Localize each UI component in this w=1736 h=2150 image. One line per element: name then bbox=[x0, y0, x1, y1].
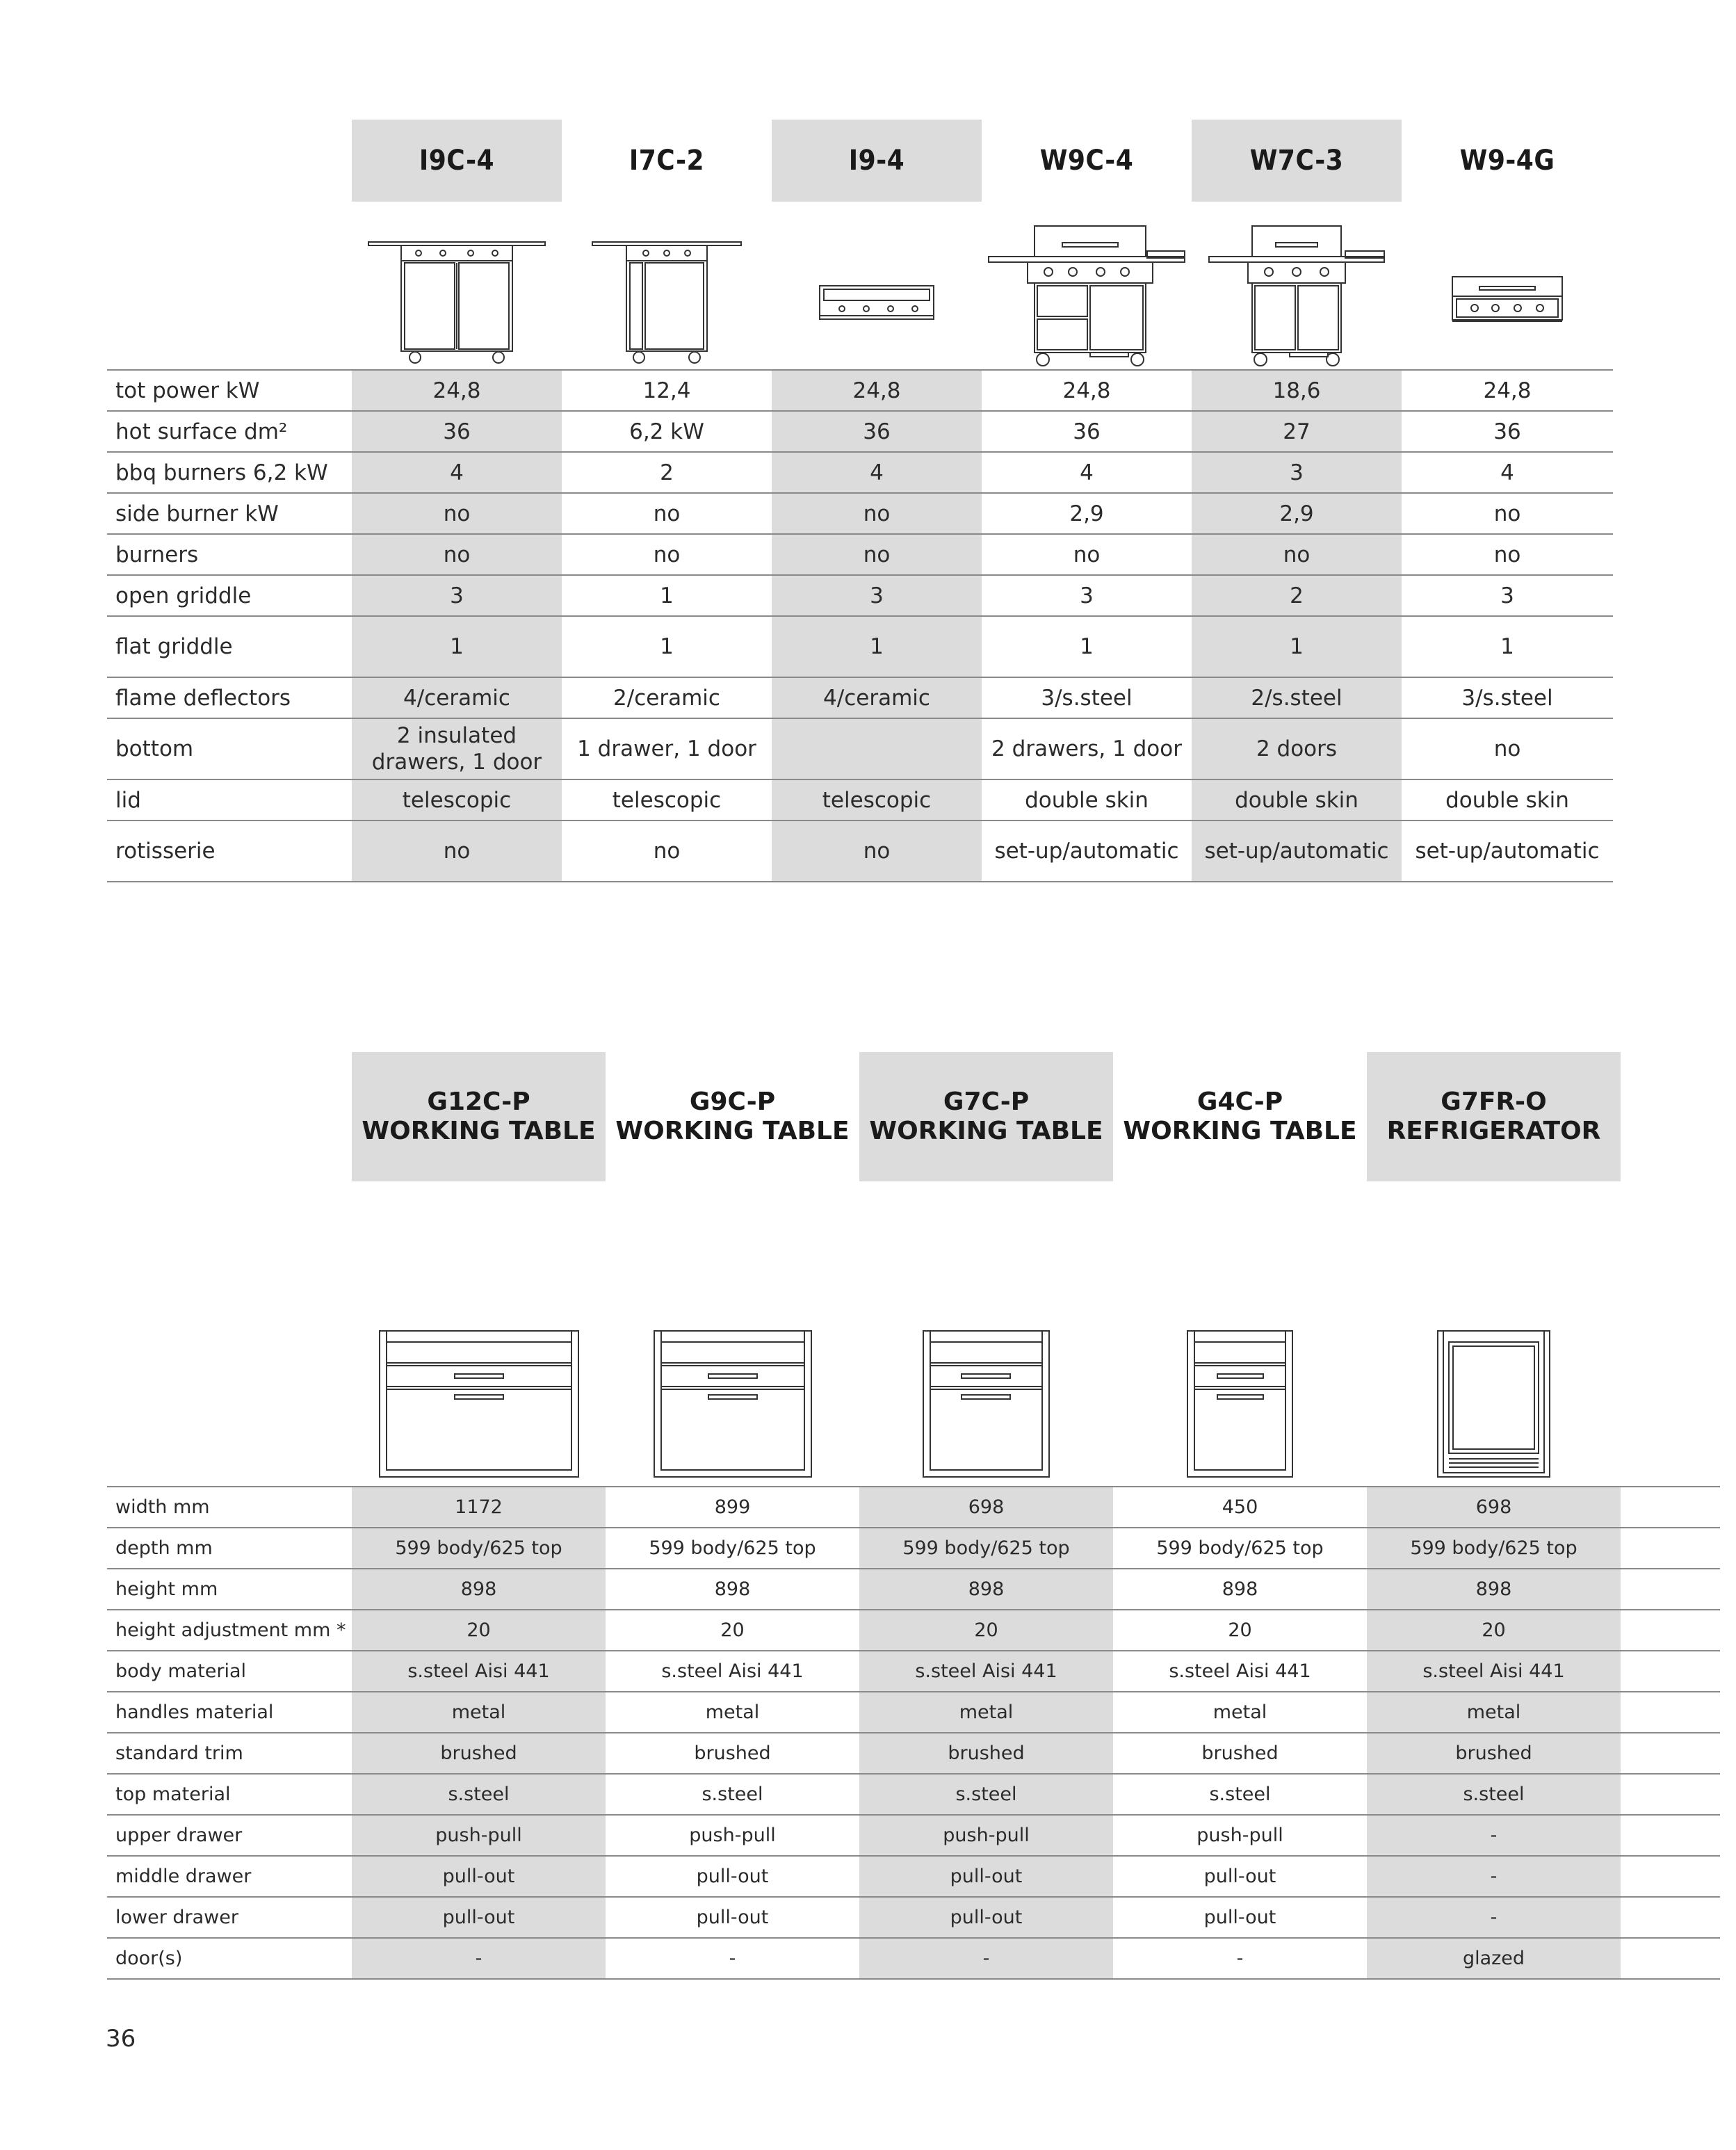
spec-value: no bbox=[352, 821, 562, 882]
spec-label: burners bbox=[107, 534, 352, 575]
spec-row bbox=[107, 1487, 1720, 1528]
spec-value: 36 bbox=[772, 411, 982, 452]
spec-row bbox=[107, 411, 1613, 452]
spec-value: 4 bbox=[982, 452, 1192, 493]
model-type: WORKING TABLE bbox=[362, 1117, 596, 1145]
spec-value: 4 bbox=[772, 452, 982, 493]
spec-value: 27 bbox=[1192, 411, 1402, 452]
spec-value: - bbox=[1367, 1897, 1621, 1938]
spec-row bbox=[107, 1692, 1720, 1733]
working-table-450-icon bbox=[1186, 1329, 1294, 1479]
spec-value: 4/ceramic bbox=[772, 677, 982, 718]
model-header bbox=[606, 1052, 859, 1181]
model-header bbox=[859, 1052, 1113, 1181]
spec-value: 1172 bbox=[352, 1487, 606, 1528]
spec-value: 2 doors bbox=[1192, 718, 1402, 779]
spec-value: 1 bbox=[1192, 616, 1402, 677]
spec-value: 4 bbox=[1402, 452, 1613, 493]
spec-row bbox=[107, 718, 1613, 779]
spec-row bbox=[107, 452, 1613, 493]
spec-value: s.steel bbox=[606, 1774, 859, 1815]
spec-value: no bbox=[772, 534, 982, 575]
spec-value: brushed bbox=[352, 1733, 606, 1774]
grill-spec-table bbox=[107, 120, 1613, 882]
spec-value: 20 bbox=[1113, 1610, 1367, 1651]
spec-value: - bbox=[1367, 1856, 1621, 1897]
spec-value: 18,6 bbox=[1192, 370, 1402, 411]
model-header: I9C-4 bbox=[352, 120, 562, 202]
spec-value: 1 drawer, 1 door bbox=[562, 718, 772, 779]
spec-row bbox=[107, 575, 1613, 616]
spec-value: s.steel bbox=[859, 1774, 1113, 1815]
spec-value: pull-out bbox=[859, 1856, 1113, 1897]
model-header: I7C-2 bbox=[628, 145, 705, 177]
spec-value: pull-out bbox=[606, 1856, 859, 1897]
spec-value: - bbox=[606, 1938, 859, 1979]
model-header bbox=[352, 1052, 606, 1181]
spec-value: 3 bbox=[1402, 575, 1613, 616]
spec-value: 599 body/625 top bbox=[352, 1528, 606, 1569]
spec-value: metal bbox=[352, 1692, 606, 1733]
built-in-grill-4-burner-icon bbox=[814, 227, 939, 366]
spec-value: 2,9 bbox=[1192, 493, 1402, 534]
spec-value: no bbox=[1402, 493, 1613, 534]
spec-label: open griddle bbox=[107, 575, 352, 616]
spec-label: lid bbox=[107, 779, 352, 821]
spec-value: brushed bbox=[859, 1733, 1113, 1774]
spec-value: s.steel Aisi 441 bbox=[859, 1651, 1113, 1692]
working-table-899-icon bbox=[653, 1329, 813, 1479]
spec-value: 2/s.steel bbox=[1192, 677, 1402, 718]
spec-value: - bbox=[859, 1938, 1113, 1979]
grill-cart-4-burner-icon bbox=[363, 227, 551, 366]
spec-value: 599 body/625 top bbox=[1113, 1528, 1367, 1569]
spec-value: glazed bbox=[1367, 1938, 1621, 1979]
spec-value: no bbox=[982, 534, 1192, 575]
spec-value: 1 bbox=[1402, 616, 1613, 677]
spec-row bbox=[107, 1733, 1720, 1774]
model-name: G9C-P bbox=[689, 1088, 776, 1116]
spec-value: 3 bbox=[1192, 452, 1402, 493]
spec-label: body material bbox=[107, 1651, 352, 1692]
spec-value: 3 bbox=[982, 575, 1192, 616]
spec-row bbox=[107, 370, 1613, 411]
spec-row bbox=[107, 821, 1613, 882]
spec-row bbox=[107, 616, 1613, 677]
spec-value: brushed bbox=[1367, 1733, 1621, 1774]
spec-value: 20 bbox=[352, 1610, 606, 1651]
model-header bbox=[1113, 1052, 1367, 1181]
spec-value: 3 bbox=[772, 575, 982, 616]
spec-value: 599 body/625 top bbox=[1367, 1528, 1621, 1569]
spec-value: no bbox=[772, 821, 982, 882]
model-name: G12C-P bbox=[427, 1088, 530, 1116]
working-table-spec-table bbox=[107, 1052, 1720, 1980]
spec-label: flat griddle bbox=[107, 616, 352, 677]
spec-value: pull-out bbox=[1113, 1897, 1367, 1938]
model-header bbox=[1367, 1052, 1621, 1181]
spec-label: side burner kW bbox=[107, 493, 352, 534]
spec-value: double skin bbox=[1402, 779, 1613, 821]
spec-value: s.steel Aisi 441 bbox=[352, 1651, 606, 1692]
spec-value: double skin bbox=[982, 779, 1192, 821]
spec-value: 4 bbox=[352, 452, 562, 493]
spec-value: brushed bbox=[1113, 1733, 1367, 1774]
spec-value: 2/ceramic bbox=[562, 677, 772, 718]
spec-value: 4/ceramic bbox=[352, 677, 562, 718]
spec-value: pull-out bbox=[859, 1897, 1113, 1938]
spec-label: top material bbox=[107, 1774, 352, 1815]
spec-row bbox=[107, 1569, 1720, 1610]
spec-value: 899 bbox=[606, 1487, 859, 1528]
spec-value: 599 body/625 top bbox=[859, 1528, 1113, 1569]
spec-value: 2 bbox=[562, 452, 772, 493]
header-blank bbox=[107, 120, 352, 202]
spec-value: pull-out bbox=[606, 1897, 859, 1938]
spec-value: no bbox=[1192, 534, 1402, 575]
model-type: WORKING TABLE bbox=[1123, 1117, 1357, 1145]
spec-value: 898 bbox=[352, 1569, 606, 1610]
model-type: WORKING TABLE bbox=[615, 1117, 850, 1145]
spec-value: 450 bbox=[1113, 1487, 1367, 1528]
spec-value: 3 bbox=[352, 575, 562, 616]
spec-label: middle drawer bbox=[107, 1856, 352, 1897]
spec-value: s.steel bbox=[1367, 1774, 1621, 1815]
spec-row bbox=[107, 534, 1613, 575]
spec-value: 1 bbox=[562, 575, 772, 616]
spec-value: telescopic bbox=[772, 779, 982, 821]
spec-value: no bbox=[352, 534, 562, 575]
refrigerator-icon bbox=[1436, 1329, 1551, 1479]
spec-label: depth mm bbox=[107, 1528, 352, 1569]
spec-value: no bbox=[562, 821, 772, 882]
spec-label: width mm bbox=[107, 1487, 352, 1528]
spec-value: s.steel Aisi 441 bbox=[1113, 1651, 1367, 1692]
table-image-row bbox=[107, 1181, 1720, 1487]
spec-label: flame deflectors bbox=[107, 677, 352, 718]
spec-value: telescopic bbox=[352, 779, 562, 821]
spec-value: 36 bbox=[352, 411, 562, 452]
grill-model-header-row bbox=[107, 120, 1613, 202]
spec-row bbox=[107, 1528, 1720, 1569]
spec-value: 36 bbox=[982, 411, 1192, 452]
spec-value: telescopic bbox=[562, 779, 772, 821]
spec-value: 898 bbox=[1367, 1569, 1621, 1610]
working-table-1172-icon bbox=[378, 1329, 580, 1479]
spec-value: 24,8 bbox=[352, 370, 562, 411]
spec-row bbox=[107, 779, 1613, 821]
spec-label: height mm bbox=[107, 1569, 352, 1610]
spec-label: door(s) bbox=[107, 1938, 352, 1979]
spec-value: push-pull bbox=[606, 1815, 859, 1856]
spec-value: 20 bbox=[606, 1610, 859, 1651]
spec-label: bbq burners 6,2 kW bbox=[107, 452, 352, 493]
spec-row bbox=[107, 1774, 1720, 1815]
model-header: W9-4G bbox=[1459, 145, 1555, 177]
spec-row bbox=[107, 677, 1613, 718]
spec-row bbox=[107, 1651, 1720, 1692]
spec-value: no bbox=[562, 493, 772, 534]
spec-value: - bbox=[1367, 1815, 1621, 1856]
spec-value: 1 bbox=[982, 616, 1192, 677]
spec-value: 24,8 bbox=[772, 370, 982, 411]
spec-value: no bbox=[772, 493, 982, 534]
spec-value: 898 bbox=[859, 1569, 1113, 1610]
spec-row bbox=[107, 1856, 1720, 1897]
spec-label: rotisserie bbox=[107, 821, 352, 882]
grill-cart-side-burner-4-icon bbox=[986, 223, 1187, 369]
spec-row bbox=[107, 1610, 1720, 1651]
spec-value: no bbox=[352, 493, 562, 534]
spec-value: metal bbox=[606, 1692, 859, 1733]
model-type: REFRIGERATOR bbox=[1386, 1117, 1601, 1145]
grill-image-row bbox=[107, 223, 1613, 370]
spec-value: s.steel Aisi 441 bbox=[606, 1651, 859, 1692]
spec-value: 36 bbox=[1402, 411, 1613, 452]
spec-row bbox=[107, 1815, 1720, 1856]
spec-value: 2,9 bbox=[982, 493, 1192, 534]
spec-value: 1 bbox=[352, 616, 562, 677]
model-name: G7C-P bbox=[943, 1088, 1030, 1116]
spec-value: - bbox=[1113, 1938, 1367, 1979]
table-model-header-row bbox=[107, 1052, 1720, 1181]
header-blank bbox=[1621, 1052, 1720, 1181]
spec-value: pull-out bbox=[1113, 1856, 1367, 1897]
built-in-grill-lid-4-icon bbox=[1448, 227, 1566, 366]
model-header: W7C-3 bbox=[1192, 120, 1402, 202]
spec-value: - bbox=[352, 1938, 606, 1979]
spec-value: pull-out bbox=[352, 1897, 606, 1938]
spec-label: lower drawer bbox=[107, 1897, 352, 1938]
page-number: 36 bbox=[106, 2025, 136, 2053]
spec-label: hot surface dm² bbox=[107, 411, 352, 452]
spec-value: 3/s.steel bbox=[982, 677, 1192, 718]
spec-value: no bbox=[1402, 718, 1613, 779]
spec-value: set-up/automatic bbox=[1402, 821, 1613, 882]
spec-row bbox=[107, 1938, 1720, 1979]
spec-label: tot power kW bbox=[107, 370, 352, 411]
spec-value: 24,8 bbox=[982, 370, 1192, 411]
spec-value: 698 bbox=[859, 1487, 1113, 1528]
spec-value: 698 bbox=[1367, 1487, 1621, 1528]
spec-value: 2 bbox=[1192, 575, 1402, 616]
spec-label: upper drawer bbox=[107, 1815, 352, 1856]
working-table-698-icon bbox=[922, 1329, 1050, 1479]
spec-value: no bbox=[562, 534, 772, 575]
spec-label: bottom bbox=[107, 718, 352, 779]
model-header: I9-4 bbox=[772, 120, 982, 202]
grill-cart-side-burner-3-icon bbox=[1206, 223, 1387, 369]
spec-value: push-pull bbox=[1113, 1815, 1367, 1856]
model-header: W9C-4 bbox=[1039, 145, 1134, 177]
spec-label: standard trim bbox=[107, 1733, 352, 1774]
spec-row bbox=[107, 1897, 1720, 1938]
spec-value: metal bbox=[859, 1692, 1113, 1733]
model-type: WORKING TABLE bbox=[869, 1117, 1103, 1145]
spec-label: handles material bbox=[107, 1692, 352, 1733]
spec-value: pull-out bbox=[352, 1856, 606, 1897]
spec-value: metal bbox=[1113, 1692, 1367, 1733]
spec-value: metal bbox=[1367, 1692, 1621, 1733]
spec-label: height adjustment mm * bbox=[107, 1610, 352, 1651]
spec-value: s.steel bbox=[352, 1774, 606, 1815]
spec-value bbox=[772, 718, 982, 779]
model-name: G7FR-O bbox=[1441, 1088, 1547, 1116]
spec-value: double skin bbox=[1192, 779, 1402, 821]
spec-value: 12,4 bbox=[562, 370, 772, 411]
spec-value: 898 bbox=[1113, 1569, 1367, 1610]
spec-value: push-pull bbox=[859, 1815, 1113, 1856]
spec-value: push-pull bbox=[352, 1815, 606, 1856]
model-name: G4C-P bbox=[1196, 1088, 1283, 1116]
spec-row bbox=[107, 493, 1613, 534]
spec-value: 20 bbox=[859, 1610, 1113, 1651]
grill-cart-2-burner-icon bbox=[587, 227, 747, 366]
spec-value: 2 insulated drawers, 1 door bbox=[352, 718, 562, 779]
spec-value: 3/s.steel bbox=[1402, 677, 1613, 718]
spec-value: 1 bbox=[772, 616, 982, 677]
header-blank bbox=[107, 1052, 352, 1181]
spec-value: 898 bbox=[606, 1569, 859, 1610]
spec-value: 24,8 bbox=[1402, 370, 1613, 411]
spec-value: 6,2 kW bbox=[562, 411, 772, 452]
spec-value: set-up/automatic bbox=[982, 821, 1192, 882]
spec-value: s.steel bbox=[1113, 1774, 1367, 1815]
spec-value: 599 body/625 top bbox=[606, 1528, 859, 1569]
spec-value: no bbox=[1402, 534, 1613, 575]
spec-value: 20 bbox=[1367, 1610, 1621, 1651]
spec-value: s.steel Aisi 441 bbox=[1367, 1651, 1621, 1692]
spec-value: set-up/automatic bbox=[1192, 821, 1402, 882]
spec-value: 2 drawers, 1 door bbox=[982, 718, 1192, 779]
spec-value: 1 bbox=[562, 616, 772, 677]
spec-value: brushed bbox=[606, 1733, 859, 1774]
